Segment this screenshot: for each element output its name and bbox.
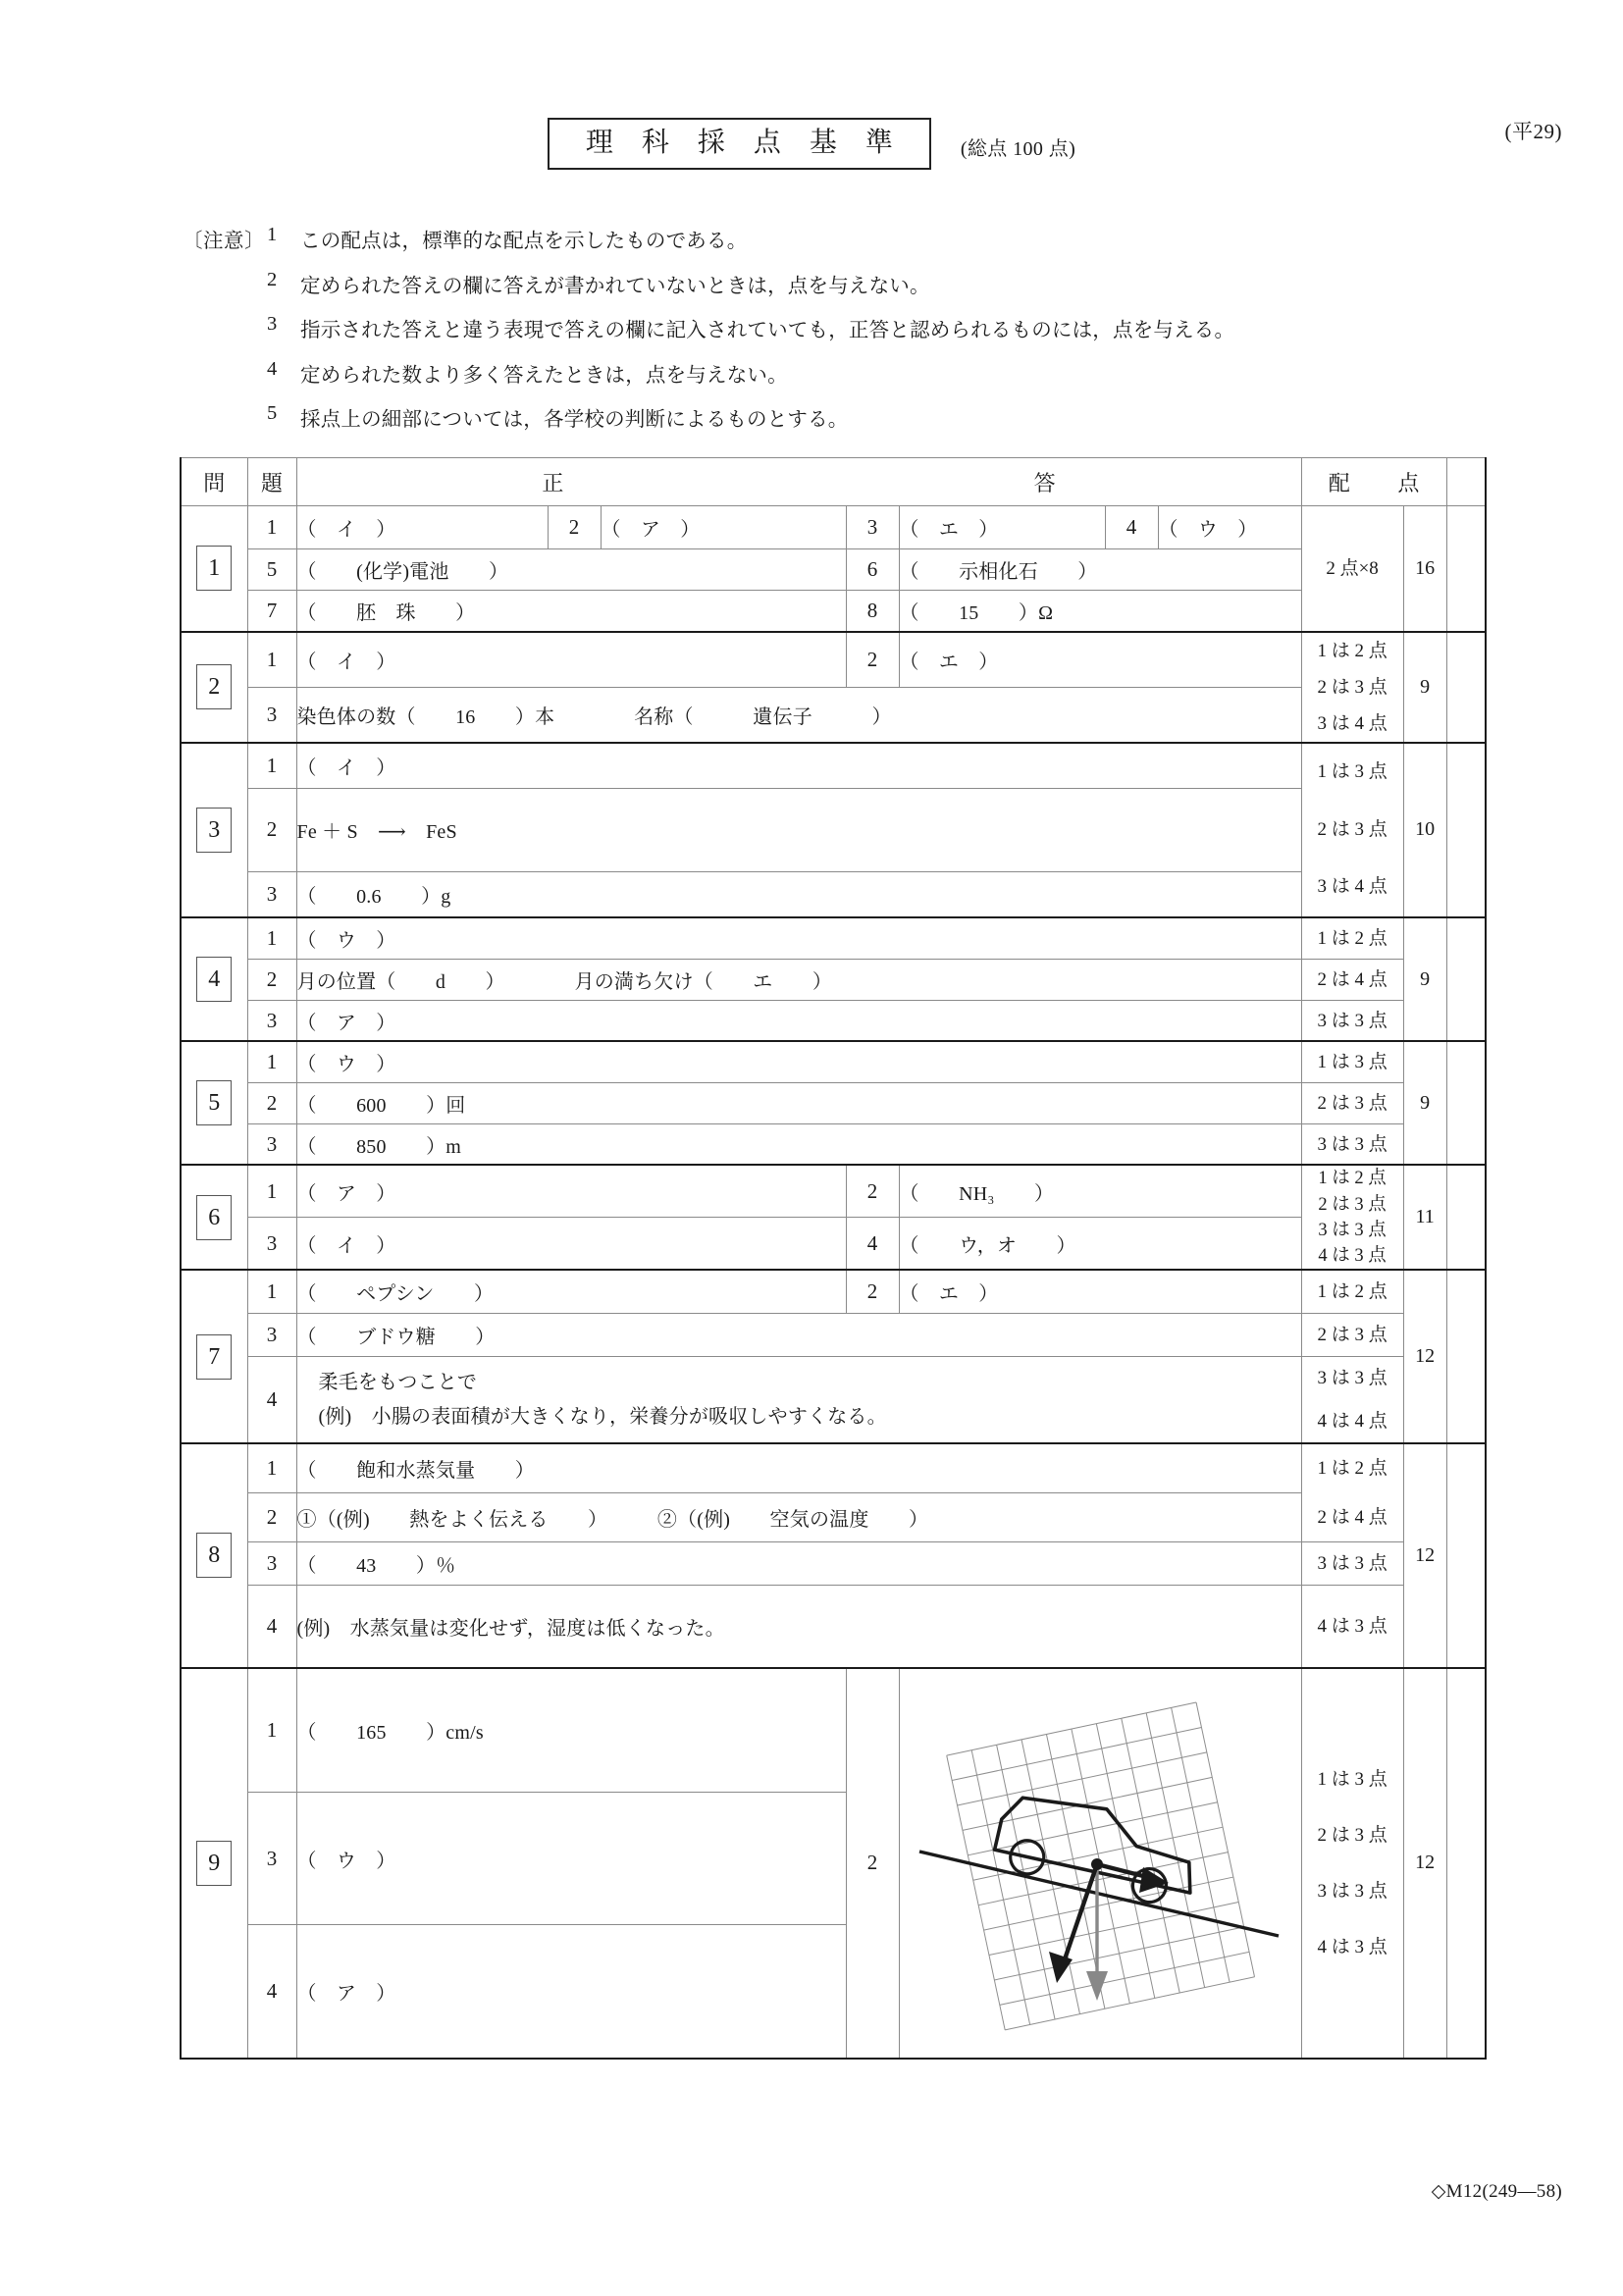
header-ten: 点 [1397, 470, 1420, 496]
question-number: 9 [196, 1841, 232, 1886]
force-origin-point [1091, 1858, 1103, 1870]
allocation-line: 2 は 3 点 [1317, 1824, 1387, 1846]
total-points-cell: 16 [1403, 506, 1446, 632]
header-question: 問 [181, 458, 247, 506]
answer-line: 柔毛をもつことで [318, 1371, 478, 1393]
total-points-cell: 12 [1403, 1668, 1446, 2059]
era-label: (平29) [1504, 120, 1562, 143]
sub-number: 1 [247, 743, 296, 789]
allocation-cell: 2 は 3 点 [1301, 1082, 1403, 1123]
answer-cell: （ 示相化石 ） [899, 549, 1301, 591]
sub-number: 8 [846, 591, 899, 632]
allocation-cell: 2 は 3 点 [1301, 1313, 1403, 1356]
answer-cell: （ イ ） [296, 506, 548, 549]
table-row [181, 1668, 1486, 1793]
question-number-cell [181, 917, 247, 1041]
allocation-line: 3 は 3 点 [1317, 1367, 1387, 1388]
allocation-cell: 1 は 2 点 [1301, 917, 1403, 959]
tail-cell [1446, 1668, 1486, 2059]
header-allocation [1301, 458, 1446, 506]
sub-number: 3 [247, 687, 296, 743]
header-answer: 答 [1033, 470, 1056, 496]
sub-number: 4 [247, 1925, 296, 2059]
answer-cell: (例) 水蒸気量は変化せず，湿度は低くなった。 [296, 1586, 1301, 1668]
allocation-line: 4 は 4 点 [1317, 1410, 1387, 1432]
question-number-cell [181, 1041, 247, 1165]
table-row [181, 1492, 1486, 1541]
answer-cell: （ イ ） [296, 1218, 846, 1271]
sub-number: 3 [247, 1218, 296, 1271]
answer-cell: （ エ ） [899, 1270, 1301, 1313]
answer-cell: （ ア ） [601, 506, 846, 549]
note-number: 3 [267, 313, 278, 335]
table-row [181, 1123, 1486, 1165]
table-row [181, 1313, 1486, 1356]
answer-cell: ①（(例) 熱をよく伝える ） ②（(例) 空気の温度 ） [296, 1492, 1301, 1541]
table-row [181, 1000, 1486, 1041]
table-row [181, 959, 1486, 1000]
answer-cell: （ ア ） [296, 1165, 846, 1218]
tail-cell [1446, 1165, 1486, 1270]
sub-number: 2 [846, 1270, 899, 1313]
answer-line: (例) 小腸の表面積が大きくなり，栄養分が吸収しやすくなる。 [318, 1405, 887, 1428]
answer-cell: （ ウ ） [296, 1792, 846, 1925]
sub-number: 2 [247, 1082, 296, 1123]
sub-number: 4 [846, 1218, 899, 1271]
allocation-line: 1 は 2 点 [1318, 1169, 1387, 1189]
allocation-cell: 1 は 3 点 [1301, 1041, 1403, 1082]
allocation-cell [1301, 1668, 1403, 2059]
question-number: 7 [196, 1334, 232, 1380]
table-row [181, 1443, 1486, 1492]
inclined-plane-car-force-vectors-figure [902, 1669, 1298, 2058]
sub-number: 2 [247, 1492, 296, 1541]
allocation-cell: 4 は 3 点 [1301, 1586, 1403, 1668]
allocation-line: 1 は 2 点 [1317, 1458, 1387, 1480]
notes-block [183, 224, 1234, 447]
answer-cell [296, 1356, 1301, 1443]
question-number: 8 [196, 1533, 232, 1578]
total-points-cell: 9 [1403, 632, 1446, 743]
question-number-cell [181, 632, 247, 743]
table-row [181, 917, 1486, 959]
note-row [183, 313, 1234, 342]
allocation-cell [1301, 1443, 1403, 1541]
question-number: 4 [196, 957, 232, 1002]
sub-number: 1 [247, 1041, 296, 1082]
question-number-cell [181, 506, 247, 632]
allocation-line: 4 は 3 点 [1317, 1936, 1387, 1957]
tail-cell [1446, 1443, 1486, 1667]
table-row [181, 1218, 1486, 1271]
answer-cell: （ (化学)電池 ） [296, 549, 846, 591]
allocation-cell [1301, 1356, 1403, 1443]
allocation-line: 3 は 3 点 [1317, 1880, 1387, 1902]
answer-cell: （ 飽和水蒸気量 ） [296, 1443, 1301, 1492]
sub-number: 3 [247, 1542, 296, 1586]
allocation-line: 2 は 3 点 [1317, 818, 1387, 840]
sub-number: 2 [846, 1165, 899, 1218]
tail-cell [1446, 506, 1486, 632]
sub-number: 5 [247, 549, 296, 591]
note-row [183, 402, 1234, 432]
sub-number: 4 [1105, 506, 1158, 549]
sub-number: 1 [247, 1270, 296, 1313]
table-row [181, 872, 1486, 918]
sub-number: 2 [548, 506, 601, 549]
footer-code: ◇M12(249—58) [1431, 2181, 1562, 2202]
sub-number: 7 [247, 591, 296, 632]
answer-cell: （ ペプシン ） [296, 1270, 846, 1313]
allocation-line: 3 は 4 点 [1317, 876, 1387, 898]
figure-cell [899, 1668, 1301, 2059]
question-number: 5 [196, 1080, 232, 1125]
sub-number: 1 [247, 632, 296, 688]
note-text: 採点上の細部については，各学校の判断によるものとする。 [300, 409, 849, 431]
table-row [181, 591, 1486, 632]
note-number: 4 [267, 357, 278, 380]
note-text: この配点は，標準的な配点を示したものである。 [300, 231, 748, 252]
answer-cell: （ NH₃ ） [899, 1165, 1301, 1218]
allocation-line: 4 は 3 点 [1318, 1246, 1387, 1267]
question-number: 1 [196, 546, 232, 591]
answer-cell: （ 0.6 ）g [296, 872, 1301, 918]
question-number: 6 [196, 1195, 232, 1240]
table-row [181, 1356, 1486, 1443]
table-header-row [181, 458, 1486, 506]
sub-number: 1 [247, 506, 296, 549]
allocation-cell [1301, 743, 1403, 918]
note-number: 5 [267, 402, 278, 424]
header-hai: 配 [1328, 470, 1350, 496]
allocation-line: 2 は 3 点 [1318, 1194, 1387, 1215]
header-tail [1446, 458, 1486, 506]
table-row [181, 1542, 1486, 1586]
note-row [183, 224, 1234, 253]
total-points-cell: 12 [1403, 1270, 1446, 1443]
question-number-cell [181, 1270, 247, 1443]
note-text: 定められた数より多く答えたときは，点を与えない。 [300, 364, 788, 387]
total-points-cell: 9 [1403, 1041, 1446, 1165]
answer-cell: （ 胚 珠 ） [296, 591, 846, 632]
question-number-cell [181, 743, 247, 918]
total-points-label: (総点 100 点) [960, 138, 1076, 160]
answer-cell: （ 600 ）回 [296, 1082, 1301, 1123]
total-points-cell: 11 [1403, 1165, 1446, 1270]
sub-number: 3 [247, 1313, 296, 1356]
question-number-cell [181, 1668, 247, 2059]
answer-cell: （ ウ ） [296, 1041, 1301, 1082]
answer-cell: （ イ ） [296, 743, 1301, 789]
answer-cell: （ ブドウ糖 ） [296, 1313, 1301, 1356]
sub-number: 1 [247, 1668, 296, 1793]
header-correct: 正 [542, 470, 564, 496]
question-number-cell [181, 1443, 247, 1667]
table-row [181, 1165, 1486, 1218]
allocation-cell: 1 は 2 点 [1301, 1270, 1403, 1313]
grading-table [180, 457, 1487, 2060]
sub-number: 3 [247, 1792, 296, 1925]
allocation-line: 2 は 4 点 [1317, 1506, 1387, 1528]
answer-cell: Fe ＋ S ⟶ FeS [296, 788, 1301, 871]
note-number: 2 [267, 268, 278, 290]
sub-number: 1 [247, 1165, 296, 1218]
answer-cell: （ 43 ）％ [296, 1542, 1301, 1586]
sub-number: 4 [247, 1586, 296, 1668]
tail-cell [1446, 1270, 1486, 1443]
answer-cell: （ エ ） [899, 506, 1105, 549]
sub-number: 6 [846, 549, 899, 591]
sub-number: 3 [247, 1123, 296, 1165]
question-number-cell [181, 1165, 247, 1270]
sub-number: 1 [247, 1443, 296, 1492]
title-area [0, 118, 1623, 170]
allocation-line: 3 は 3 点 [1318, 1220, 1387, 1240]
table-row [181, 743, 1486, 789]
allocation-line: 1 は 3 点 [1317, 1768, 1387, 1790]
note-text: 指示された答えと違う表現で答えの欄に記入されていても，正答と認められるものには，点を与える。 [300, 320, 1235, 341]
answer-cell: （ 15 ）Ω [899, 591, 1301, 632]
table-row [181, 549, 1486, 591]
tail-cell [1446, 917, 1486, 1041]
sub-number: 1 [247, 917, 296, 959]
sub-number: 2 [846, 1668, 899, 2059]
table-row [181, 788, 1486, 871]
allocation-line: 1 は 3 点 [1317, 760, 1387, 782]
table-row [181, 1041, 1486, 1082]
table-row [181, 687, 1486, 743]
note-row [183, 358, 1234, 388]
answer-cell: （ 850 ）m [296, 1123, 1301, 1165]
table-row [181, 1270, 1486, 1313]
total-points-cell: 12 [1403, 1443, 1446, 1667]
answer-cell: （ イ ） [296, 632, 846, 688]
table-row [181, 1586, 1486, 1668]
allocation-cell: 2 は 4 点 [1301, 959, 1403, 1000]
answer-cell: （ ア ） [296, 1000, 1301, 1041]
note-text: 定められた答えの欄に答えが書かれていないときは，点を与えない。 [300, 275, 930, 297]
table-row [181, 632, 1486, 688]
table-row [181, 506, 1486, 549]
allocation-cell [1301, 1165, 1403, 1270]
allocation-line: 3 は 4 点 [1317, 712, 1387, 734]
answer-cell: （ ア ） [296, 1925, 846, 2059]
allocation-cell: 3 は 3 点 [1301, 1123, 1403, 1165]
answer-cell: 月の位置（ d ） 月の満ち欠け（ エ ） [296, 959, 1301, 1000]
sub-number: 3 [846, 506, 899, 549]
allocation-line: 1 は 2 点 [1317, 640, 1387, 661]
question-number: 2 [196, 664, 232, 709]
note-row [183, 269, 1234, 298]
sub-number: 3 [247, 1000, 296, 1041]
total-points-cell: 9 [1403, 917, 1446, 1041]
sub-number: 4 [247, 1356, 296, 1443]
notes-label: 〔注意〕 [183, 231, 265, 252]
allocation-cell: 3 は 3 点 [1301, 1000, 1403, 1041]
allocation-line: 2 は 3 点 [1317, 676, 1387, 698]
question-number: 3 [196, 808, 232, 853]
tail-cell [1446, 743, 1486, 918]
allocation-cell [1301, 632, 1403, 743]
tail-cell [1446, 632, 1486, 743]
answer-cell: （ ウ，オ ） [899, 1218, 1301, 1271]
allocation-cell: 3 は 3 点 [1301, 1542, 1403, 1586]
allocation-cell: 2 点×8 [1301, 506, 1403, 632]
header-correct-answer [296, 458, 1301, 506]
sub-number: 2 [247, 788, 296, 871]
answer-cell: （ エ ） [899, 632, 1301, 688]
table-row [181, 1082, 1486, 1123]
sub-number: 2 [846, 632, 899, 688]
header-subquestion: 題 [247, 458, 296, 506]
page-title: 理 科 採 点 基 準 [548, 118, 931, 170]
answer-cell: （ ウ ） [1158, 506, 1301, 549]
note-number: 1 [267, 224, 278, 245]
tail-cell [1446, 1041, 1486, 1165]
answer-cell: （ ウ ） [296, 917, 1301, 959]
answer-cell: 染色体の数（ 16 ）本 名称（ 遺伝子 ） [296, 687, 1301, 743]
sub-number: 3 [247, 872, 296, 918]
sub-number: 2 [247, 959, 296, 1000]
total-points-cell: 10 [1403, 743, 1446, 918]
answer-cell: （ 165 ）cm/s [296, 1668, 846, 1793]
